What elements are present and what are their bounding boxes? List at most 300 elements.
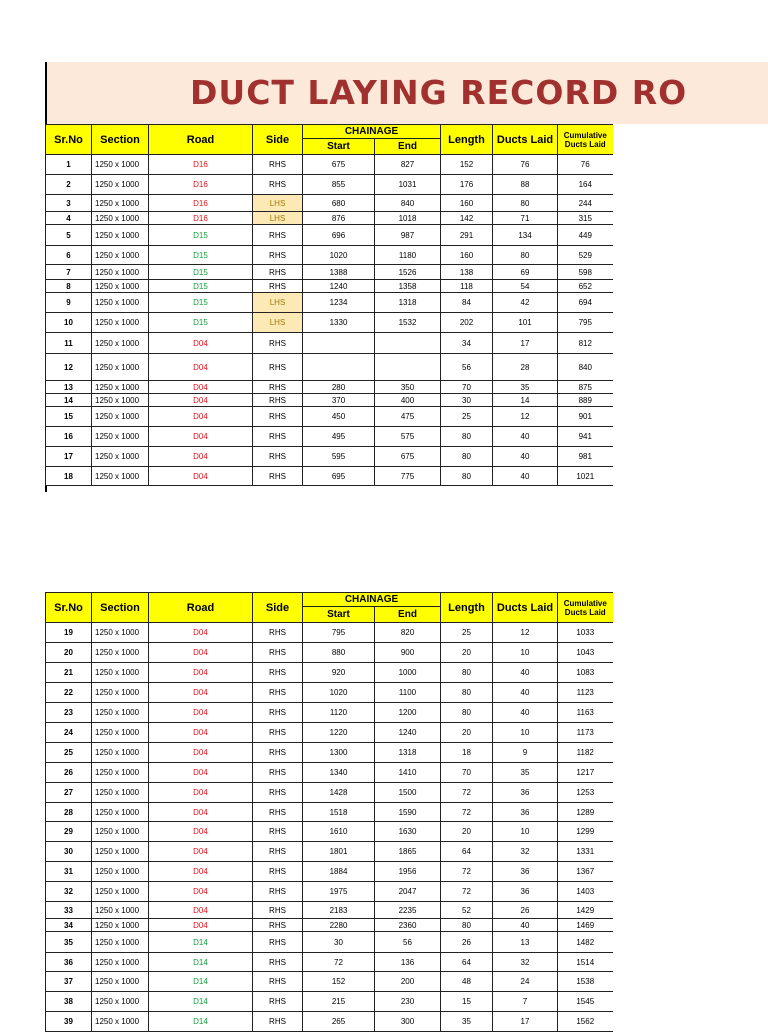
section-cell: 1250 x 1000: [92, 882, 149, 902]
length-cell: 52: [441, 902, 493, 919]
cumulative-cell: 1289: [558, 803, 613, 822]
road-cell: D14: [149, 992, 253, 1012]
ducts-laid-cell: 24: [493, 972, 558, 992]
sr-no-cell: 39: [46, 1012, 92, 1032]
chainage-start-cell: 1975: [303, 882, 375, 902]
chainage-start-cell: 696: [303, 225, 375, 246]
cumulative-cell: 1482: [558, 932, 613, 953]
ducts-laid-cell: 40: [493, 467, 558, 486]
cumulative-cell: 795: [558, 313, 613, 333]
side-cell: RHS: [253, 882, 303, 902]
side-cell: LHS: [253, 195, 303, 212]
side-cell: RHS: [253, 743, 303, 763]
ducts-laid-cell: 10: [493, 822, 558, 842]
side-cell: RHS: [253, 919, 303, 932]
ducts-laid-cell: 76: [493, 155, 558, 175]
sr-no-cell: 5: [46, 225, 92, 246]
cumulative-cell: 1299: [558, 822, 613, 842]
road-cell: D04: [149, 703, 253, 723]
section-cell: 1250 x 1000: [92, 902, 149, 919]
column-header-road: Road: [149, 593, 253, 623]
road-cell: D04: [149, 743, 253, 763]
chainage-start-cell: 1388: [303, 265, 375, 280]
table-row: [46, 381, 613, 394]
cumulative-cell: 901: [558, 407, 613, 427]
section-cell: 1250 x 1000: [92, 972, 149, 992]
side-cell: RHS: [253, 992, 303, 1012]
road-cell: D04: [149, 467, 253, 486]
side-cell: RHS: [253, 842, 303, 862]
section-cell: 1250 x 1000: [92, 723, 149, 743]
cumulative-cell: 1538: [558, 972, 613, 992]
length-cell: 142: [441, 212, 493, 225]
side-cell: RHS: [253, 280, 303, 293]
cumulative-cell: 1469: [558, 919, 613, 932]
side-cell: RHS: [253, 643, 303, 663]
ducts-laid-cell: 42: [493, 293, 558, 313]
length-cell: 56: [441, 354, 493, 381]
chainage-end-cell: 1200: [375, 703, 441, 723]
length-cell: 80: [441, 703, 493, 723]
chainage-end-cell: 300: [375, 1012, 441, 1032]
column-header-ducts-laid: Ducts Laid: [493, 593, 558, 623]
column-header-cumulative: Cumulative Ducts Laid: [558, 125, 613, 155]
chainage-start-cell: 880: [303, 643, 375, 663]
cumulative-cell: 1331: [558, 842, 613, 862]
road-cell: D04: [149, 683, 253, 703]
cumulative-cell: 875: [558, 381, 613, 394]
sr-no-cell: 37: [46, 972, 92, 992]
section-cell: 1250 x 1000: [92, 932, 149, 953]
road-cell: D04: [149, 333, 253, 354]
sr-no-cell: 12: [46, 354, 92, 381]
sr-no-cell: 33: [46, 902, 92, 919]
column-header-length: Length: [441, 593, 493, 623]
length-cell: 152: [441, 155, 493, 175]
table-row: [46, 394, 613, 407]
column-header-side: Side: [253, 593, 303, 623]
chainage-end-cell: 350: [375, 381, 441, 394]
chainage-start-cell: 30: [303, 932, 375, 953]
ducts-laid-cell: 12: [493, 623, 558, 643]
ducts-laid-cell: 40: [493, 683, 558, 703]
table-row: [46, 1012, 613, 1032]
section-cell: 1250 x 1000: [92, 763, 149, 783]
road-cell: D14: [149, 1012, 253, 1032]
section-cell: 1250 x 1000: [92, 354, 149, 381]
column-header-start: Start: [303, 139, 375, 155]
section-cell: 1250 x 1000: [92, 293, 149, 313]
chainage-start-cell: 265: [303, 1012, 375, 1032]
road-cell: D14: [149, 932, 253, 953]
chainage-end-cell: 1000: [375, 663, 441, 683]
length-cell: 70: [441, 381, 493, 394]
section-cell: 1250 x 1000: [92, 225, 149, 246]
section-cell: 1250 x 1000: [92, 623, 149, 643]
side-cell: RHS: [253, 972, 303, 992]
section-cell: 1250 x 1000: [92, 803, 149, 822]
side-cell: LHS: [253, 313, 303, 333]
ducts-laid-cell: 35: [493, 381, 558, 394]
road-cell: D04: [149, 354, 253, 381]
table-row: [46, 643, 613, 663]
chainage-start-cell: 876: [303, 212, 375, 225]
section-cell: 1250 x 1000: [92, 862, 149, 882]
cumulative-cell: 1173: [558, 723, 613, 743]
cumulative-cell: 1403: [558, 882, 613, 902]
cumulative-cell: 941: [558, 427, 613, 447]
cumulative-cell: 840: [558, 354, 613, 381]
column-header-end: End: [375, 139, 441, 155]
chainage-end-cell: 1532: [375, 313, 441, 333]
ducts-laid-cell: 32: [493, 842, 558, 862]
side-cell: RHS: [253, 381, 303, 394]
side-cell: RHS: [253, 447, 303, 467]
chainage-start-cell: 675: [303, 155, 375, 175]
side-cell: RHS: [253, 803, 303, 822]
road-cell: D14: [149, 953, 253, 972]
ducts-laid-cell: 36: [493, 803, 558, 822]
ducts-laid-cell: 10: [493, 643, 558, 663]
sr-no-cell: 20: [46, 643, 92, 663]
side-cell: RHS: [253, 683, 303, 703]
chainage-end-cell: 1956: [375, 862, 441, 882]
length-cell: 84: [441, 293, 493, 313]
ducts-laid-cell: 32: [493, 953, 558, 972]
cumulative-cell: 1182: [558, 743, 613, 763]
side-cell: RHS: [253, 763, 303, 783]
column-header-sr-no: Sr.No: [46, 593, 92, 623]
table-row: [46, 862, 613, 882]
chainage-end-cell: 1240: [375, 723, 441, 743]
chainage-start-cell: 2280: [303, 919, 375, 932]
cumulative-cell: 244: [558, 195, 613, 212]
sr-no-cell: 11: [46, 333, 92, 354]
header-row: [46, 593, 613, 607]
cumulative-cell: 812: [558, 333, 613, 354]
sr-no-cell: 1: [46, 155, 92, 175]
chainage-end-cell: 1180: [375, 246, 441, 265]
section-cell: 1250 x 1000: [92, 743, 149, 763]
chainage-start-cell: 1428: [303, 783, 375, 803]
chainage-end-cell: 2047: [375, 882, 441, 902]
cumulative-cell: 1429: [558, 902, 613, 919]
length-cell: 25: [441, 623, 493, 643]
sr-no-cell: 9: [46, 293, 92, 313]
sr-no-cell: 19: [46, 623, 92, 643]
ducts-laid-cell: 69: [493, 265, 558, 280]
chainage-end-cell: 1865: [375, 842, 441, 862]
chainage-end-cell: 840: [375, 195, 441, 212]
chainage-end-cell: 1031: [375, 175, 441, 195]
section-cell: 1250 x 1000: [92, 842, 149, 862]
chainage-start-cell: 215: [303, 992, 375, 1012]
sr-no-cell: 24: [46, 723, 92, 743]
sr-no-cell: 16: [46, 427, 92, 447]
side-cell: RHS: [253, 467, 303, 486]
ducts-laid-cell: 71: [493, 212, 558, 225]
chainage-start-cell: 1518: [303, 803, 375, 822]
length-cell: 160: [441, 195, 493, 212]
side-cell: RHS: [253, 703, 303, 723]
cumulative-cell: 1367: [558, 862, 613, 882]
table-row: [46, 822, 613, 842]
section-cell: 1250 x 1000: [92, 663, 149, 683]
ducts-laid-cell: 14: [493, 394, 558, 407]
ducts-laid-cell: 40: [493, 663, 558, 683]
length-cell: 26: [441, 932, 493, 953]
column-header-road: Road: [149, 125, 253, 155]
cumulative-cell: 1021: [558, 467, 613, 486]
length-cell: 20: [441, 723, 493, 743]
section-cell: 1250 x 1000: [92, 427, 149, 447]
chainage-end-cell: 56: [375, 932, 441, 953]
road-cell: D04: [149, 803, 253, 822]
sr-no-cell: 36: [46, 953, 92, 972]
length-cell: 18: [441, 743, 493, 763]
side-cell: RHS: [253, 1012, 303, 1032]
table-row: [46, 683, 613, 703]
chainage-start-cell: 1220: [303, 723, 375, 743]
cumulative-cell: 315: [558, 212, 613, 225]
road-cell: D15: [149, 280, 253, 293]
sr-no-cell: 30: [46, 842, 92, 862]
length-cell: 80: [441, 467, 493, 486]
section-cell: 1250 x 1000: [92, 246, 149, 265]
chainage-end-cell: 1500: [375, 783, 441, 803]
side-cell: RHS: [253, 246, 303, 265]
road-cell: D04: [149, 723, 253, 743]
road-cell: D15: [149, 293, 253, 313]
table-row: [46, 972, 613, 992]
road-cell: D04: [149, 842, 253, 862]
length-cell: 64: [441, 842, 493, 862]
length-cell: 80: [441, 683, 493, 703]
cumulative-cell: 1545: [558, 992, 613, 1012]
chainage-start-cell: 1020: [303, 246, 375, 265]
cumulative-cell: 1083: [558, 663, 613, 683]
ducts-laid-cell: 12: [493, 407, 558, 427]
section-cell: 1250 x 1000: [92, 394, 149, 407]
length-cell: 72: [441, 882, 493, 902]
chainage-start-cell: 695: [303, 467, 375, 486]
length-cell: 80: [441, 919, 493, 932]
table-1-body: [46, 125, 613, 486]
chainage-start-cell: 495: [303, 427, 375, 447]
chainage-end-cell: 200: [375, 972, 441, 992]
ducts-laid-cell: 35: [493, 763, 558, 783]
chainage-start-cell: 595: [303, 447, 375, 467]
sr-no-cell: 6: [46, 246, 92, 265]
road-cell: D04: [149, 381, 253, 394]
road-cell: D04: [149, 763, 253, 783]
cumulative-cell: 1562: [558, 1012, 613, 1032]
chainage-start-cell: 450: [303, 407, 375, 427]
table-row: [46, 919, 613, 932]
chainage-start-cell: 795: [303, 623, 375, 643]
length-cell: 118: [441, 280, 493, 293]
chainage-end-cell: 1410: [375, 763, 441, 783]
chainage-end-cell: 1358: [375, 280, 441, 293]
cumulative-cell: 1043: [558, 643, 613, 663]
table-row: [46, 447, 613, 467]
ducts-laid-cell: 28: [493, 354, 558, 381]
table-row: [46, 246, 613, 265]
chainage-end-cell: 1318: [375, 293, 441, 313]
sr-no-cell: 31: [46, 862, 92, 882]
section-cell: 1250 x 1000: [92, 265, 149, 280]
road-cell: D04: [149, 643, 253, 663]
length-cell: 48: [441, 972, 493, 992]
table-row: [46, 427, 613, 447]
ducts-laid-cell: 40: [493, 919, 558, 932]
side-cell: RHS: [253, 155, 303, 175]
table-row: [46, 743, 613, 763]
chainage-end-cell: 1100: [375, 683, 441, 703]
chainage-end-cell: [375, 333, 441, 354]
ducts-laid-cell: 80: [493, 246, 558, 265]
table-row: [46, 175, 613, 195]
sr-no-cell: 38: [46, 992, 92, 1012]
road-cell: D04: [149, 427, 253, 447]
table-row: [46, 663, 613, 683]
section-cell: 1250 x 1000: [92, 280, 149, 293]
road-cell: D16: [149, 195, 253, 212]
chainage-start-cell: 1330: [303, 313, 375, 333]
ducts-laid-cell: 40: [493, 427, 558, 447]
column-header-section: Section: [92, 125, 149, 155]
chainage-end-cell: 136: [375, 953, 441, 972]
cumulative-cell: 1514: [558, 953, 613, 972]
section-cell: 1250 x 1000: [92, 783, 149, 803]
road-cell: D04: [149, 822, 253, 842]
column-header-chainage: CHAINAGE: [303, 593, 441, 607]
table-row: [46, 992, 613, 1012]
table-row: [46, 354, 613, 381]
sr-no-cell: 21: [46, 663, 92, 683]
road-cell: D16: [149, 212, 253, 225]
chainage-start-cell: [303, 333, 375, 354]
side-cell: RHS: [253, 225, 303, 246]
chainage-start-cell: 2183: [303, 902, 375, 919]
length-cell: 291: [441, 225, 493, 246]
chainage-start-cell: 1884: [303, 862, 375, 882]
cumulative-cell: 529: [558, 246, 613, 265]
chainage-start-cell: 370: [303, 394, 375, 407]
chainage-start-cell: 855: [303, 175, 375, 195]
length-cell: 72: [441, 862, 493, 882]
section-cell: 1250 x 1000: [92, 313, 149, 333]
sr-no-cell: 8: [46, 280, 92, 293]
column-header-cumulative: Cumulative Ducts Laid: [558, 593, 613, 623]
ducts-laid-cell: 54: [493, 280, 558, 293]
ducts-laid-cell: 134: [493, 225, 558, 246]
cumulative-cell: 981: [558, 447, 613, 467]
sr-no-cell: 32: [46, 882, 92, 902]
ducts-laid-cell: 40: [493, 703, 558, 723]
chainage-start-cell: 1610: [303, 822, 375, 842]
cumulative-cell: 164: [558, 175, 613, 195]
chainage-end-cell: [375, 354, 441, 381]
road-cell: D04: [149, 623, 253, 643]
table-row: [46, 803, 613, 822]
column-header-chainage: CHAINAGE: [303, 125, 441, 139]
ducts-laid-cell: 80: [493, 195, 558, 212]
sr-no-cell: 34: [46, 919, 92, 932]
sr-no-cell: 14: [46, 394, 92, 407]
ducts-laid-cell: 40: [493, 447, 558, 467]
road-cell: D04: [149, 783, 253, 803]
road-cell: D04: [149, 407, 253, 427]
page-title: DUCT LAYING RECORD RO: [190, 73, 688, 112]
length-cell: 138: [441, 265, 493, 280]
table-row: [46, 783, 613, 803]
sr-no-cell: 3: [46, 195, 92, 212]
side-cell: RHS: [253, 932, 303, 953]
table-row: [46, 623, 613, 643]
cumulative-cell: 1123: [558, 683, 613, 703]
length-cell: 15: [441, 992, 493, 1012]
section-cell: 1250 x 1000: [92, 1012, 149, 1032]
length-cell: 72: [441, 803, 493, 822]
ducts-laid-cell: 26: [493, 902, 558, 919]
section-cell: 1250 x 1000: [92, 155, 149, 175]
chainage-start-cell: 920: [303, 663, 375, 683]
column-header-start: Start: [303, 607, 375, 623]
side-cell: RHS: [253, 354, 303, 381]
cumulative-cell: 889: [558, 394, 613, 407]
table-row: [46, 195, 613, 212]
table-row: [46, 280, 613, 293]
ducts-laid-cell: 36: [493, 862, 558, 882]
road-cell: D15: [149, 246, 253, 265]
length-cell: 160: [441, 246, 493, 265]
section-cell: 1250 x 1000: [92, 381, 149, 394]
cumulative-cell: 1253: [558, 783, 613, 803]
length-cell: 25: [441, 407, 493, 427]
length-cell: 20: [441, 643, 493, 663]
length-cell: 34: [441, 333, 493, 354]
side-cell: RHS: [253, 902, 303, 919]
length-cell: 72: [441, 783, 493, 803]
section-cell: 1250 x 1000: [92, 643, 149, 663]
ducts-laid-cell: 7: [493, 992, 558, 1012]
sr-no-cell: 4: [46, 212, 92, 225]
length-cell: 64: [441, 953, 493, 972]
cumulative-cell: 1217: [558, 763, 613, 783]
side-cell: RHS: [253, 783, 303, 803]
road-cell: D16: [149, 155, 253, 175]
chainage-end-cell: 775: [375, 467, 441, 486]
column-header-length: Length: [441, 125, 493, 155]
side-cell: RHS: [253, 822, 303, 842]
table-row: [46, 467, 613, 486]
chainage-end-cell: 987: [375, 225, 441, 246]
column-header-ducts-laid: Ducts Laid: [493, 125, 558, 155]
chainage-end-cell: 1318: [375, 743, 441, 763]
ducts-laid-cell: 10: [493, 723, 558, 743]
chainage-end-cell: 827: [375, 155, 441, 175]
sr-no-cell: 15: [46, 407, 92, 427]
sr-no-cell: 27: [46, 783, 92, 803]
chainage-end-cell: 820: [375, 623, 441, 643]
section-cell: 1250 x 1000: [92, 333, 149, 354]
ducts-laid-cell: 17: [493, 1012, 558, 1032]
length-cell: 30: [441, 394, 493, 407]
sr-no-cell: 7: [46, 265, 92, 280]
sr-no-cell: 13: [46, 381, 92, 394]
section-cell: 1250 x 1000: [92, 407, 149, 427]
